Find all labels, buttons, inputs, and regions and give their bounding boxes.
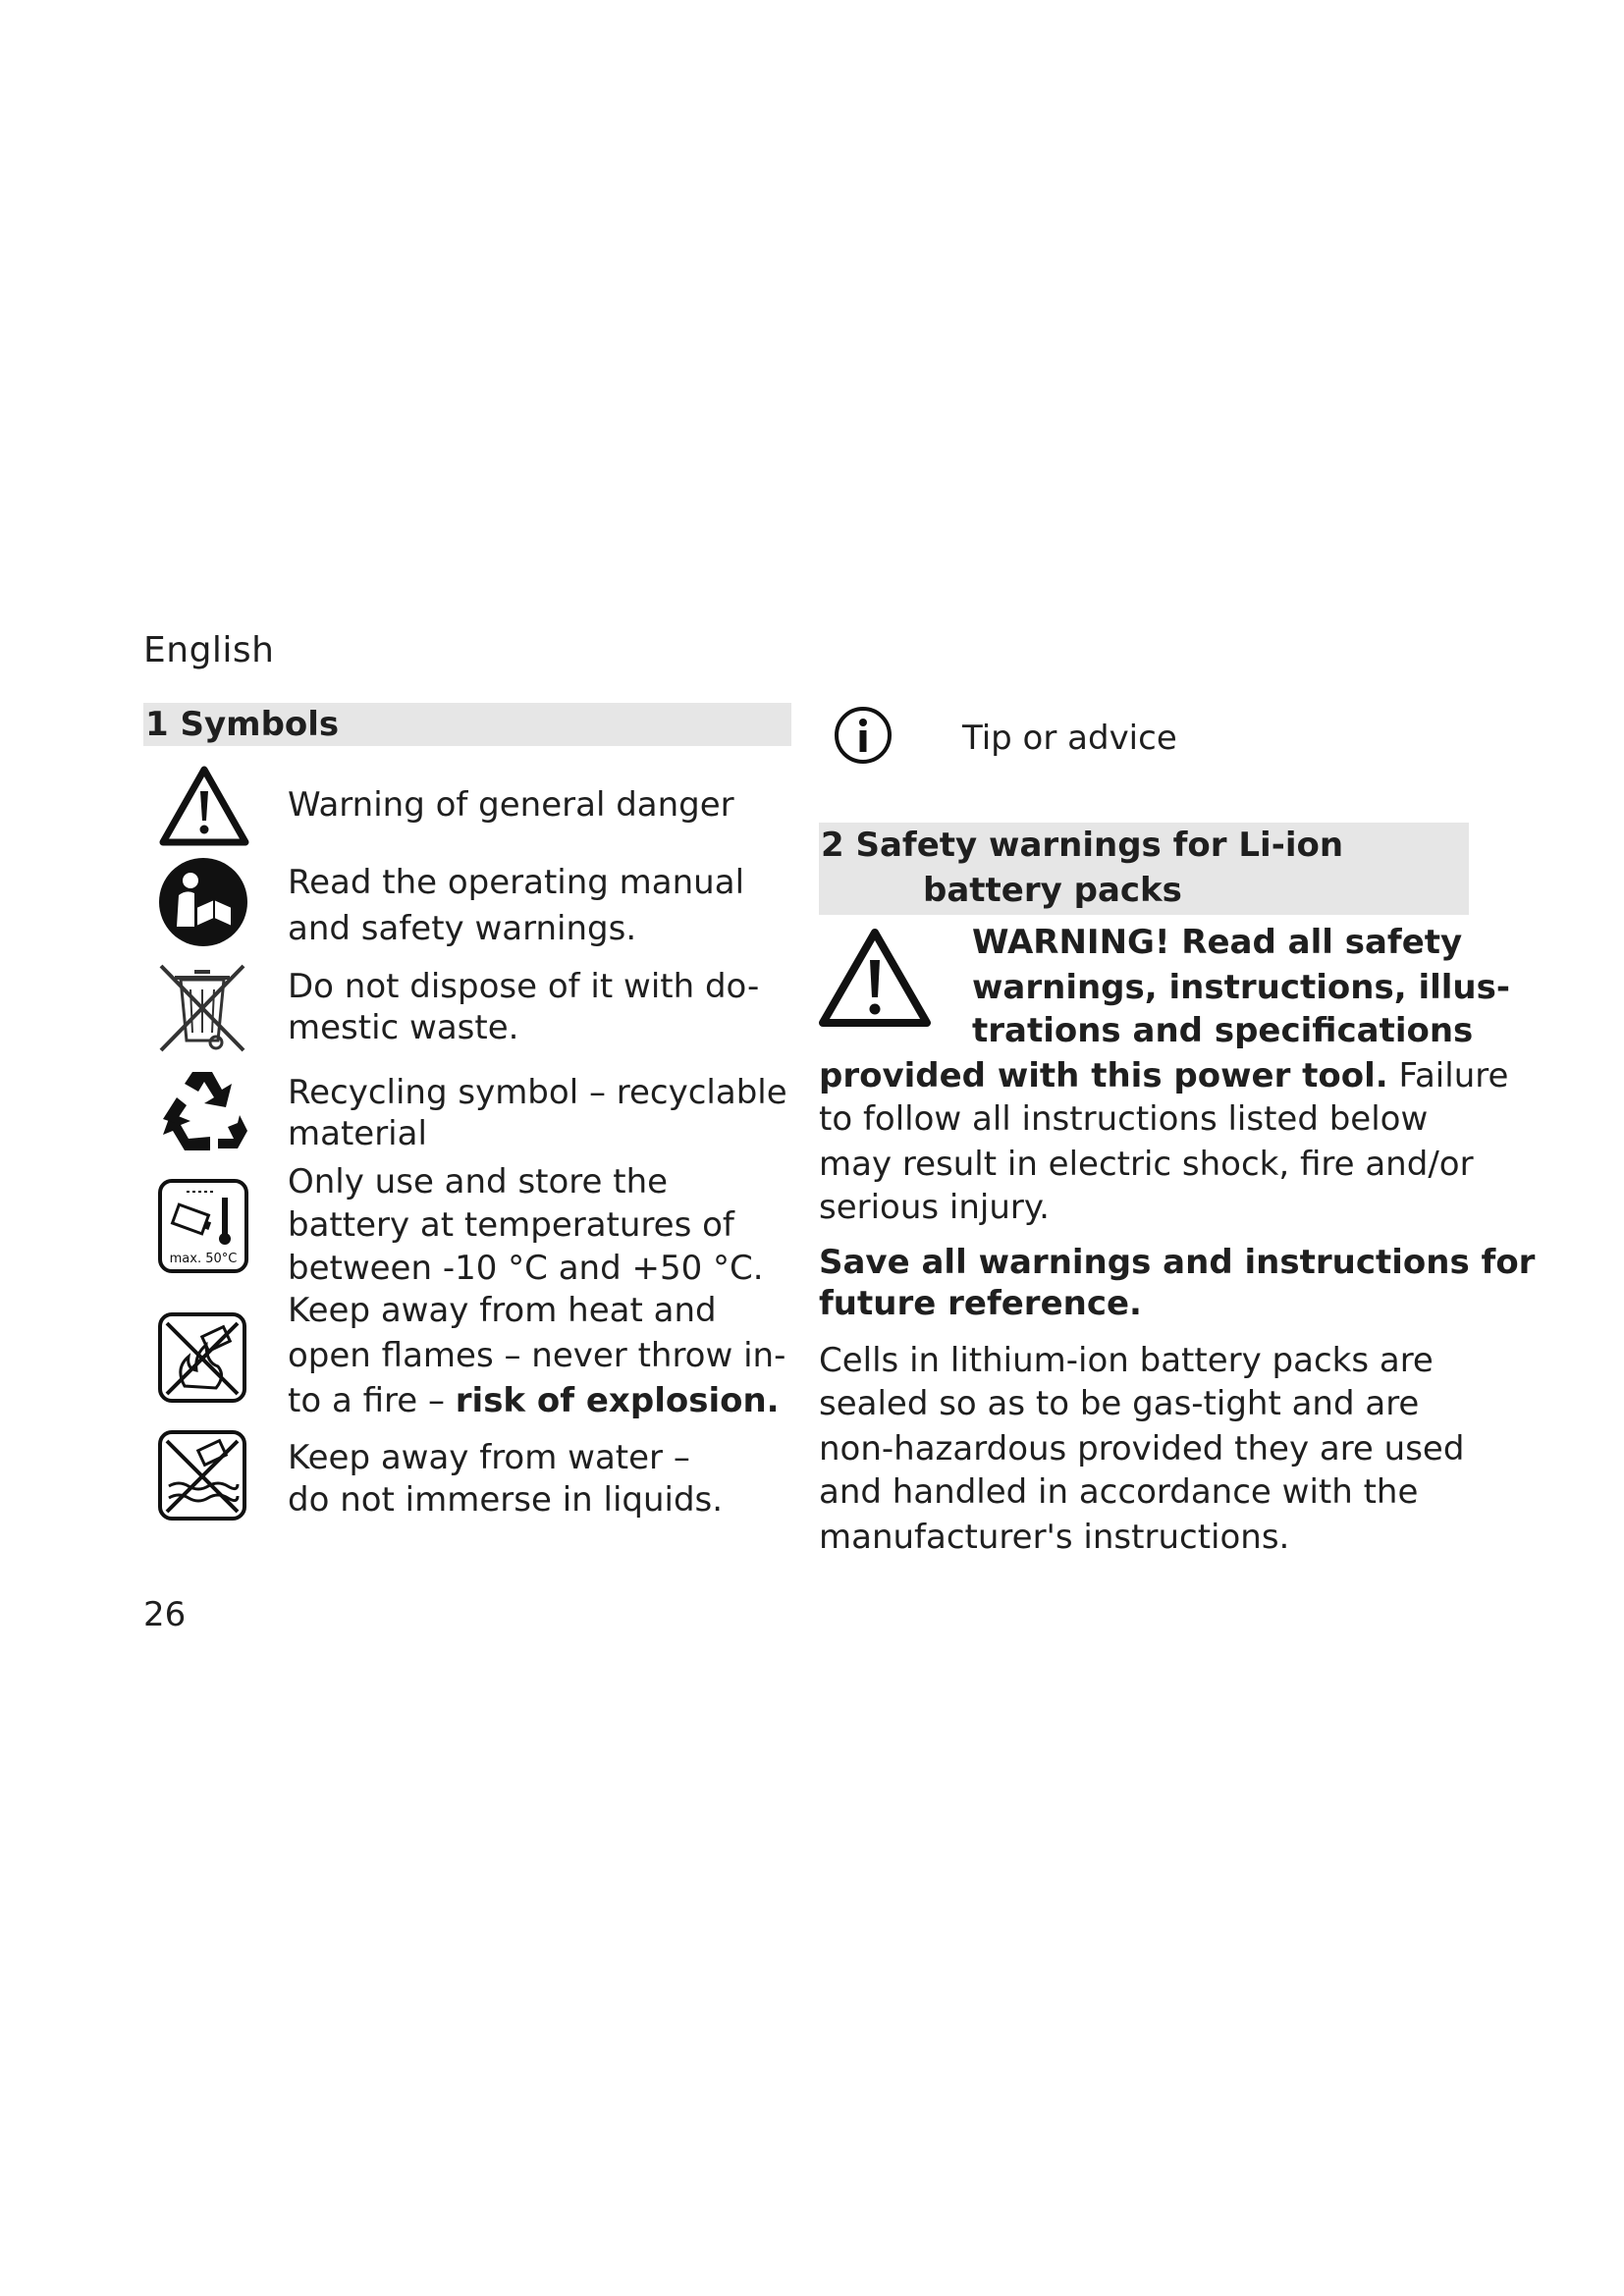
symbol-text-read-manual: Read the operating manual and safety warnings. — [288, 863, 745, 948]
page-number: 26 — [143, 1595, 187, 1634]
save-warnings-line-1: Save all warnings and instructions for — [819, 1243, 1536, 1282]
symbol-text-no-water: Keep away from water – do not immerse in liquids. — [288, 1438, 724, 1520]
language-label: English — [143, 630, 275, 670]
section-2-heading: 2 Safety warnings for Li-ion battery packs — [819, 823, 1469, 915]
read-manual-icon — [157, 856, 249, 948]
temperature-battery-icon — [157, 1178, 249, 1274]
warning-line-1: WARNING! Read all safety — [972, 923, 1463, 962]
section-1-heading: 1 Symbols — [143, 703, 791, 746]
warning-line-5: to follow all instructions listed below — [819, 1099, 1429, 1139]
tip-text: Tip or advice — [962, 719, 1177, 758]
svg-text:max. 50°C: max. 50°C — [169, 1252, 238, 1266]
info-icon — [833, 705, 893, 766]
cells-line-5: manufacturer's instructions. — [819, 1518, 1290, 1557]
cells-line-4: and handled in accordance with the — [819, 1472, 1419, 1512]
save-warnings-line-2: future reference. — [819, 1284, 1142, 1323]
crossed-bin-icon — [155, 960, 249, 1056]
warning-line-4: provided with this power tool. Failure — [819, 1056, 1509, 1095]
warning-triangle-icon — [157, 764, 251, 848]
no-fire-icon — [157, 1311, 247, 1404]
warning-line-7: serious injury. — [819, 1188, 1050, 1227]
no-water-icon — [157, 1429, 247, 1522]
cells-line-3: non-hazardous provided they are used — [819, 1429, 1465, 1468]
symbol-text-no-fire: Keep away from heat and open flames – never throw in-to a fire – risk of explosion. — [288, 1291, 786, 1420]
symbol-text-recycling: Recycling symbol – recyclable material — [288, 1073, 787, 1153]
symbol-text-temperature: Only use and store the battery at temperatures of between -10 °C and +50 °C. — [288, 1162, 764, 1288]
symbol-text-general-danger: Warning of general danger — [288, 785, 734, 825]
warning-line-6: may result in electric shock, fire and/or — [819, 1145, 1474, 1184]
warning-triangle-icon — [817, 927, 933, 1029]
cells-line-2: sealed so as to be gas-tight and are — [819, 1384, 1420, 1423]
cells-line-1: Cells in lithium-ion battery packs are — [819, 1341, 1434, 1380]
warning-line-3: trations and specifications — [972, 1011, 1474, 1050]
symbol-text-domestic-waste: Do not dispose of it with do-mestic waste. — [288, 967, 760, 1047]
warning-line-2: warnings, instructions, illus- — [972, 968, 1510, 1007]
recycling-icon — [155, 1066, 249, 1156]
